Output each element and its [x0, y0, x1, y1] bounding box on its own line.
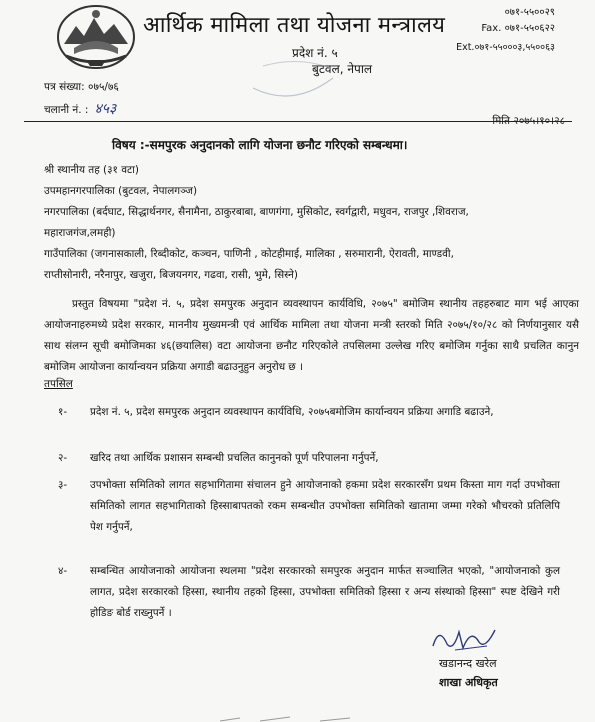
handwritten-signature — [425, 622, 505, 654]
extension-numbers: Ext.०७१-५५०००३,५५००६३ — [456, 42, 555, 53]
details-heading: तपसिल — [44, 378, 73, 390]
list-item — [58, 402, 560, 423]
recipient-line: गाउँपालिका (जगनासकाली, रिब्दीकोट, कञ्चन, पाणिनी , कोटहीमाई, मालिका , सरुमारानी, ऐरावती, माण्डवी, — [44, 248, 454, 260]
recipient-line: महाराजगंज,लमही) — [44, 227, 116, 239]
recipients-block — [44, 160, 574, 286]
recipient-line: उपमहानगरपालिका (बुटवल, नेपालगञ्ज) — [44, 185, 198, 197]
body-paragraph: प्रस्तुत विषयमा "प्रदेश नं. ५, प्रदेश समपुरक अनुदान व्यवस्थापन कार्यविधि, २०७५" बमोजिम स्थानीय तहहरुबाट माग भई आएका आयोजनाहरुमध्ये प्रदेश सरकार, माननीय मुख्यमन्त्री एवं आर्थिक मामिला तथा योजना मन्त्री स्तरको मिति २०७५/१०/२८ को निर्णयानुसार यसै साथ संलग्न सूची बमोजिमका ४६(छयालिस) वटा आयोजना छनौट गरिएकोले तपसिलमा उल्लेख गरिए बमोजिम गर्नुका साथै प्रचलित कानुन बमोजिम आयोजना कार्यान्वयन प्रक्रिया अगाडी बढाउनुहुन अनुरोध छ । — [44, 298, 579, 373]
signer-title: शाखा अधिकृत — [439, 676, 498, 689]
fax-number: Fax. ०७१-५५०६२२ — [481, 23, 555, 34]
phone-number: ०७१-५५००२९ — [504, 7, 555, 18]
list-item — [58, 561, 560, 624]
province-name: प्रदेश नं. ५ — [292, 46, 338, 60]
nepal-emblem-logo — [56, 4, 136, 70]
recipient-line: राप्तीसोनारी, नरैनापुर, खजुरा, बिजयनगर, गढवा, रासी, भुमे, सिस्ने) — [44, 269, 298, 281]
list-item-text: खरिद तथा आर्थिक प्रशासन सम्बन्धी प्रचलित कानुनको पूर्ण परिपालना गर्नुपर्ने, — [90, 452, 379, 464]
subject-line: विषय :-समपुरक अनुदानको लागि योजना छनौट गरिएको सम्बन्धमा। — [112, 138, 408, 152]
office-stamp — [243, 58, 343, 98]
list-item-text: प्रदेश नं. ५, प्रदेश समपुरक अनुदान व्यवस्थापन कार्यविधि, २०७५बमोजिम कार्यान्वयन प्रक्रिया अगाडि बढाउने, — [90, 406, 494, 418]
recipient-line: नगरपालिका (बर्दघाट, सिद्धार्थनगर, सैनामैना, ठाकुरबाबा, बाणगंगा, मुसिकोट, स्वर्गद्वारी, मधुवन, राजपुर ,शिवराज, — [44, 206, 469, 218]
signer-name: खडानन्द खरेल — [439, 657, 497, 670]
list-item-text: सम्बन्धित आयोजनाको आयोजना स्थलमा "प्रदेश सरकारको समपुरक अनुदान मार्फत सञ्चालित भएको, "आयोजनाको कुल लागत, प्रदेश सरकारको हिस्सा, स्थानीय तहको हिस्सा, उपभोक्ता समितिको हिस्सा र अन्य संस्थाको हिस्सा" स्पष्ट देखिने गरी होडिङ बोर्ड राख्नुपर्ने । — [90, 565, 560, 619]
list-item-number: ३- — [58, 479, 68, 491]
dispatch-number — [44, 99, 116, 118]
dispatch-handwritten-number: ४५३ — [94, 101, 117, 117]
list-item — [58, 475, 560, 538]
list-item — [58, 448, 560, 469]
list-item-number: १- — [58, 406, 68, 418]
recipient-line: श्री स्थानीय तह (३१ वटा) — [44, 164, 139, 176]
city-name: बुटवल, नेपाल — [312, 62, 373, 76]
ministry-name: आर्थिक मामिला तथा योजना मन्त्रालय — [143, 13, 446, 38]
list-item-text: उपभोक्ता समितिको लागत सहभागितामा संचालन हुने आयोजनाको हकमा प्रदेश सरकारसँग प्रथम किस्ता माग गर्दा उपभोक्ता समितिको लागत सहभागिताको हिस्साबापतको रकम सम्बन्धीत उपभोक्ता समितिको खातामा जम्मा गरेको भौचरको प्रतिलिपि पेश गर्नुपर्ने, — [90, 479, 560, 533]
list-item-number: २- — [58, 452, 68, 464]
footer-fragment — [200, 712, 400, 722]
letter-number: पत्र संख्या: ०७५/७६ — [44, 81, 119, 93]
header-divider — [24, 121, 572, 122]
list-item-number: ४- — [58, 565, 68, 577]
letter-date: मिति २०७५।१०।२८ — [492, 115, 565, 127]
dispatch-label: चलानी नं. : — [44, 104, 89, 116]
